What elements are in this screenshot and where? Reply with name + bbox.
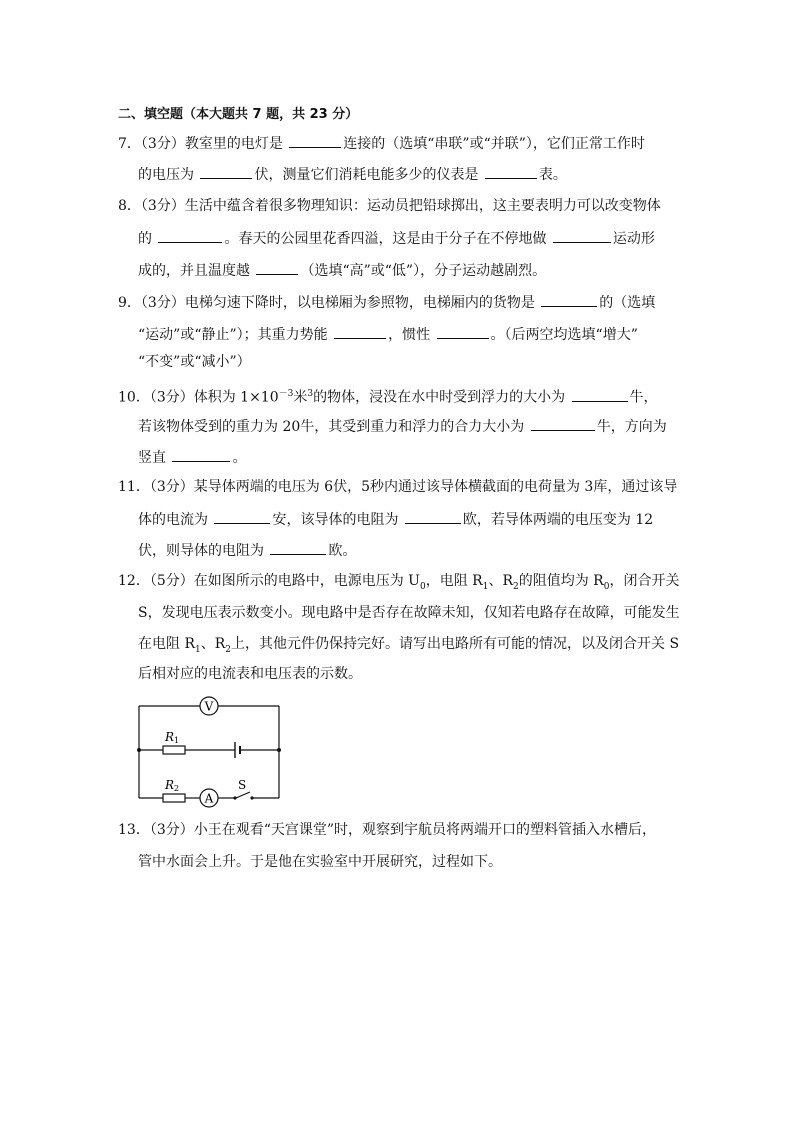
q13-line-1: 13．（3分）小王在观看“天宫课堂”时，观察到宇航员将两端开口的塑料管插入水槽后， [118,822,657,838]
q7-line-1: 7．（3分）教室里的电灯是 连接的（选填“串联”或“并联”），它们正常工作时 [118,136,645,152]
q9-blank-1[interactable] [541,293,597,307]
q11-blank-3[interactable] [270,541,326,555]
q7-blank-1[interactable] [289,134,341,148]
q7-line-2: 的电压为 伏，测量它们消耗电能多少的仪表是 表。 [138,167,567,183]
switch-contact-left [233,796,236,799]
circuit-diagram [132,690,292,810]
q11-blank-1[interactable] [214,510,270,524]
q8-blank-3[interactable] [256,261,298,275]
q9-line-3: “不变”或“减小”） [138,354,251,370]
switch-label: S [238,778,247,792]
switch-contact-right [250,796,253,799]
q10-blank-3[interactable] [172,448,230,462]
q8-line-1: 8．（3分）生活中蕴含着很多物理知识：运动员把铅球掷出，这主要表明力可以改变物体 [118,198,661,214]
q8-blank-2[interactable] [553,229,611,243]
q10-line-1: 10．（3分）体积为 $1\times 10^{-3}$米$^3$的物体，浸没在水中时受到浮力的大小为 牛， [118,389,658,406]
q9-blank-3[interactable] [437,325,489,339]
q12-line-3: 在电阻 $R_1$、$R_2$上，其他元件仍保持完好。请写出电路所有可能的情况，以及闭合开关 S [138,636,680,655]
q11-line-2: 体的电流为 安，该导体的电阻为 欧，若导体两端的电压变为 12 [138,512,654,528]
q9-line-1: 9．（3分）电梯匀速下降时，以电梯厢为参照物，电梯厢内的货物是 的（选填 [118,295,656,311]
junction-left-mid [137,748,141,752]
q7-blank-3[interactable] [485,165,537,179]
r2-sub: 2 [174,784,180,793]
q13-line-2: 管中水面会上升。于是他在实验室中开展研究，过程如下。 [138,854,502,870]
q8-blank-1[interactable] [158,229,222,243]
ammeter-label: A [204,791,214,806]
junction-right-mid [277,748,281,752]
q10-blank-2[interactable] [531,417,595,431]
section-title: 二、填空题（本大题共 7 题，共 23 分） [118,107,359,122]
q10-line-2: 若该物体受到的重力为 20牛，其受到重力和浮力的合力大小为 牛，方向为 [138,419,667,435]
q10-blank-1[interactable] [572,388,628,402]
q11-line-3: 伏，则导体的电阻为 欧。 [138,543,357,559]
q11-blank-2[interactable] [405,510,461,524]
q12-line-4: 后相对应的电流表和电压表的示数。 [138,666,362,682]
q10-line-3: 竖直 。 [138,450,247,466]
r1-sub: 1 [174,736,180,745]
q12-line-2: S，发现电压表示数变小。现电路中是否存在故障未知，仅知若电路存在故障，可能发生 [138,605,680,621]
q7-blank-2[interactable] [200,165,252,179]
r2-label: R [165,778,175,792]
resistor-r1 [163,746,185,754]
q9-line-2: “运动”或“静止”）；其重力势能 ，惯性 。（后两空均选填“增大” [138,327,638,343]
q12-line-1: 12．（5分）在如图所示的电路中，电源电压为 $U_0$，电阻 $R_1$、$R_2$的阻值均为 $R_0$，闭合开关 [118,573,680,592]
q8-line-2: 的 。春天的公园里花香四溢，这是由于分子在不停地做 运动形 [138,231,655,247]
q9-blank-2[interactable] [334,325,386,339]
r1-label: R [165,730,175,744]
q8-line-3: 成的，并且温度越 （选填“高”或“低”），分子运动越剧烈。 [138,263,547,279]
switch-lever [236,792,250,798]
voltmeter-label: V [204,699,214,714]
resistor-r2 [163,794,185,802]
q11-line-1: 11．（3分）某导体两端的电压为 6伏，5秒内通过该导体横截面的电荷量为 3库，通过该导 [118,479,678,495]
